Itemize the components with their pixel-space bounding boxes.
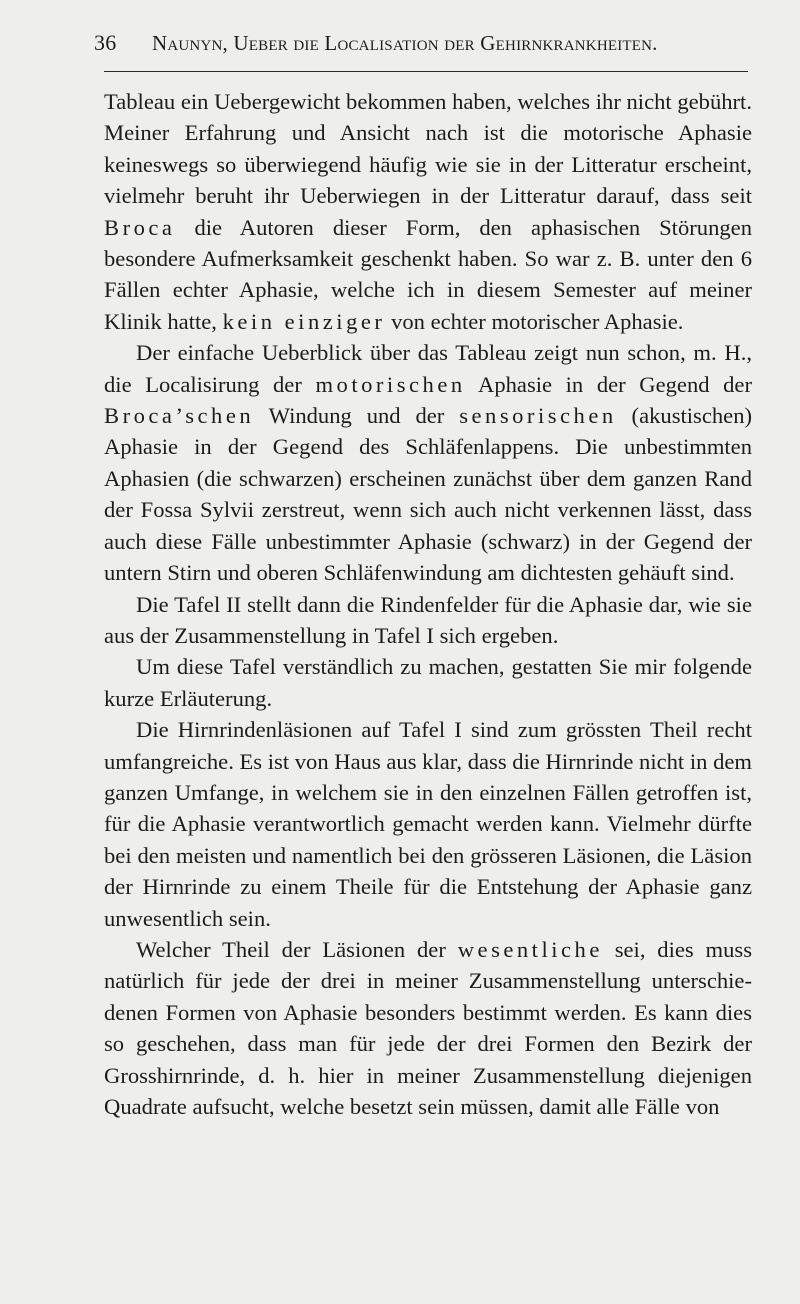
body-text bbox=[104, 86, 752, 1122]
paragraph-4: Um diese Tafel verständlich zu machen, gestatten Sie mir folgende kurze Erläuterung. bbox=[104, 654, 752, 711]
paragraph-3: Die Tafel II stellt dann die Rindenfelder für die Aphasie dar, wie sie aus der Zusammenstellung in Tafel I sich ergeben. bbox=[104, 591, 752, 648]
paragraph-1: Tableau ein Uebergewicht bekommen haben, welches ihr nicht gebührt. Meiner Erfahrung und Ansicht nach ist die motorische Aphasie keineswegs so überwiegend häufig wie sie in der Litteratur erscheint, vielmehr beruht ihr Ueberwiegen in der Litteratur darauf, dass seit Broca die Autoren dieser Form, den aphasischen Störungen besondere Aufmerksamkeit geschenkt haben. So war z. B. unter den 6 Fällen echter Aphasie, welche ich in diesem Semester auf meiner Klinik hatte, kein einziger von echter motorischer Aphasie. bbox=[104, 89, 752, 334]
paragraph-5: Die Hirnrindenläsionen auf Tafel I sind zum grössten Theil recht umfangreiche. Es ist von Haus aus klar, dass die Hirnrinde nicht in dem ganzen Umfange, in welchem sie in den einzelnen Fällen getroffen ist, für die Aphasie verantwortlich gemacht werden kann. Vielmehr dürfte bei den meisten und namentlich bei den grösseren Läsionen, die Läsion der Hirnrinde zu einem Theile für die Entstehung der Aphasie ganz unwesentlich sein. bbox=[104, 717, 752, 931]
spaced-emphasis: Broca bbox=[104, 214, 176, 240]
header-rule bbox=[104, 71, 748, 72]
spaced-emphasis: motorischen bbox=[315, 371, 466, 397]
running-title: Naunyn, Ueber die Localisation der Gehirnkrankheiten. bbox=[152, 31, 658, 55]
spaced-emphasis: kein einziger bbox=[222, 308, 386, 334]
running-header bbox=[94, 30, 754, 56]
spaced-emphasis: sensorischen bbox=[459, 403, 617, 429]
spaced-emphasis: Broca’schen bbox=[104, 403, 255, 429]
paragraph-6: Welcher Theil der Läsionen der wesentliche sei, dies muss natürlich für jede der drei in meiner Zusammenstellung unterschiedenen Formen von Aphasie besonders bestimmt werden. Es kann dies so geschehen, dass man für jede der drei Formen den Bezirk der Grosshirnrinde, d. h. hier in meiner Zusammenstellung diejenigen Quadrate aufsucht, welche besetzt sein müssen, damit alle Fälle von bbox=[104, 936, 753, 1119]
paragraph-2: Der einfache Ueberblick über das Tableau zeigt nun schon, m. H., die Localisirung der motorischen Aphasie in der Gegend der Broca’schen Windung und der sensorischen (akustischen) Aphasie in der Gegend des Schläfenlappens. Die unbestimmten Aphasien (die schwarzen) erscheinen zunächst über dem ganzen Rand der Fossa Sylvii zerstreut, wenn sich auch nicht verkennen lässt, dass auch diese Fälle unbestimmter Aphasie (schwarz) in der Gegend der untern Stirn und oberen Schläfenwindung am dichtesten gehäuft sind. bbox=[104, 340, 753, 586]
page-number: 36 bbox=[94, 30, 117, 55]
spaced-emphasis: wesentliche bbox=[457, 936, 603, 962]
